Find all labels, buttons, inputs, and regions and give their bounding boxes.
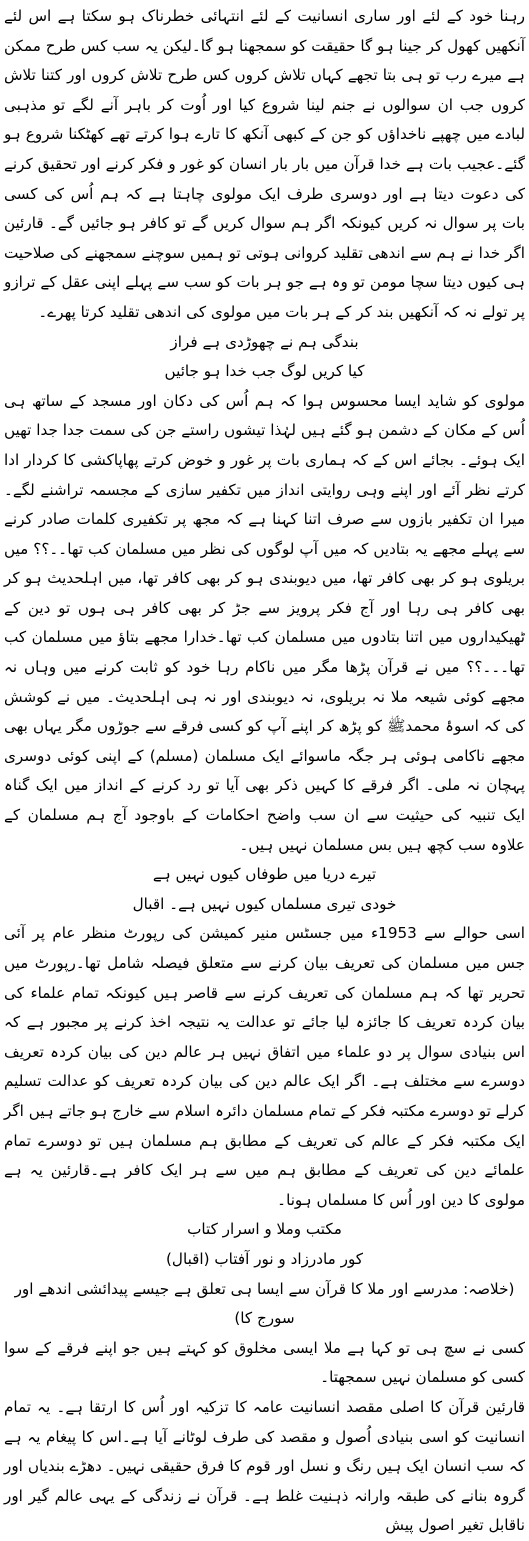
verse-line: خودی تیری مسلماں کیوں نہیں ہے۔ اقبال (132, 894, 397, 913)
verse-line: تیرے دریا میں طوفاں کیوں نہیں ہے (152, 865, 377, 884)
verse-line: کیا کریں لوگ جب خدا ہو جائیں (164, 362, 365, 381)
verse-iqbal-1 (4, 860, 525, 919)
verse-line: بندگی ہم نے چھوڑدی ہے فراز (170, 332, 359, 351)
paragraph-4: کسی نے سچ ہی تو کہا ہے ملا ایسی مخلوق کو کہتے ہیں جو اپنے فرقے کے سوا کسی کو مسلمان نہیں سمجھتا۔ (4, 1338, 525, 1387)
verse-line: کور مادرزاد و نور آفتاب (اقبال) (165, 1249, 364, 1268)
paragraph-3: اسی حوالے سے 1953ء میں جسٹس منیر کمیشن کی رپورٹ منظر عام پر آئی جس میں مسلمان کی تعریف بیان کرنے سے متعلق فیصلہ شامل تھا۔رپورٹ میں تحریر تھا کہ ہم مسلمان کی تعریف کرنے سے قاصر ہیں کیونکہ تمام علماء کی بیان کردہ تعریف کا جائزہ لیا جائے تو عدالت یہ نتیجہ اخذ کرنے پر مجبور ہے کہ اس بنیادی سوال پر دو علماء میں اتفاق نہیں ہر عالم دین کی بیان کردہ تعریف دوسرے سے مختلف ہے۔ اگر ایک عالم دین کی بیان کردہ تعریف کو عدالت تسلیم کرلے تو دوسرے مکتبہ فکر کے تمام مسلمان دائرہ اسلام سے خارج ہو جاتے ہیں اگر ایک مکتبہ فکر کے عالم کی تعریف کے مطابق ہم مسلمان ہیں تو دوسرے تمام علمائے دین کی تعریف کے مطابق ہم میں سے ہر ایک کافر ہے۔قارئین یہ ہے مولوی کا دین اور اُس کا مسلماں ہونا۔ (4, 924, 525, 1209)
paragraph-5: قارئین قرآن کا اصلی مقصد انسانیت عامہ کا تزکیہ اور اُس کا ارتقا ہے۔ یہ تمام انسانیت کو اسی بنیادی اُصول و مقصد کی طرف لوٹانے آیا ہے۔اس کا پیغام یہ ہے کہ سب انسان ایک ہیں رنگ و نسل اور قوم کا فرق حقیقی نہیں۔ دھڑے بندیاں اور گروہ بنانے کی طبقہ وارانہ ذہنیت غلط ہے۔ قرآن نے زندگی کے یہی عالم گیر اور ناقابل تغیر اصول پیش (4, 1397, 525, 1535)
verse-summary: (خلاصہ: مدرسے اور ملا کا قرآن سے ایسا ہی تعلق ہے جیسے پیدائشی اندھے اور سورج کا) (14, 1279, 515, 1328)
paragraph-2: مولوی کو شاید ایسا محسوس ہوا کہ ہم اُس کی دکان اور مسجد کے ساتھ ہی اُس کے مکان کے دشمن ہو گئے ہیں لہٰذا تیشوں راستے جن کی سمت جدا جدا تھیں ایک ہوئے۔ بجائے اس کے کہ ہماری بات پر غور و خوض کرتے پھاپاکشی کا کردار ادا کرتے نظر آئے اور اپنے وہی روایتی انداز میں تکفیر سازی کے مجسمہ تراشنے لگے۔میرا ان تکفیر بازوں سے صرف اتنا کہنا ہے کہ مجھ پر تکفیری کلمات صادر کرنے سے پہلے مجھے یہ بتادیں کہ میں آپ لوگوں کی نظر میں مسلمان کب تھا۔۔؟؟ میں بریلوی ہو کر بھی کافر تھا، میں دیوبندی ہو کر بھی کافر تھا، میں اہلحدیث ہو کر بھی کافر ہی رہا اور آج فکر پرویز سے جڑ کر بھی کافر ہی ہوں تو دین کے ٹھیکیداروں میں اتنا بتادوں میں مسلمان کب تھا۔خدارا مجھے بتاؤ میں مسلمان کب تھا۔۔۔؟؟ میں نے قرآن پڑھا مگر میں ناکام رہا خود کو ثابت کرنے میں وہاں نہ مجھے کوئی شیعہ ملا نہ بریلوی، نہ دیوبندی اور نہ ہی اہلحدیث۔ میں نے کوشش کی کہ اسوۂ محمدﷺ کو پڑھ کر اپنے آپ کو کسی فرقے سے جوڑوں مگر یہاں بھی مجھے ناکامی ہوئی ہر جگہ ماسوائے ایک مسلمان (مسلم) کے اپنی کوئی دوسری پہچان نہ ملی۔ اگر فرقے کا کہیں ذکر بھی آیا تو رد کرنے کے انداز میں ایک گناہ ایک تنبیہ کی حیثیت سے ان سب واضح احکامات کے باوجود آج ہم مسلمان کے علاوہ سب کچھ ہیں بس مسلمان نہیں ہیں۔ (4, 391, 525, 854)
verse-iqbal-2 (4, 1215, 525, 1333)
paragraph-1: رہنا خود کے لئے اور ساری انسانیت کے لئے انتہائی خطرناک ہو سکتا ہے اس لئے آنکھیں کھول کر جینا ہو گا حقیقت کو سمجھنا ہو گا۔لیکن یہ سب کس طرح ممکن ہے میرے رب تو ہی بتا تجھے کہاں تلاش کروں کس طرح تلاش کروں اور کتنا تلاش کروں جب ان سوالوں نے جنم لینا شروع کیا اور اُوت کر باہر آنے لگے تو مذہبی لبادے میں چھپے ناخداؤں کو جن کے کبھی آنکھ کا تارے ہوا کرتے تھے کھٹکنا شروع ہو گئے۔عجیب بات ہے خدا قرآن میں بار بار انسان کو غور و فکر کرنے اور تحقیق کرنے کی دعوت دیتا ہے اور دوسری طرف ایک مولوی چاہتا ہے کہ ہم اُس کی کسی بات پر سوال نہ کریں کیونکہ اگر ہم سوال کریں گے تو کافر ہو جائیں گے۔ قارئین اگر خدا نے ہم سے اندھی تقلید کروانی ہوتی تو ہمیں سوچنے سمجھنے کی صلاحیت ہی کیوں دیتا سچا مومن تو وہ ہے جو ہر بات کو سب سے پہلے اپنی عقل کے ترازو پر تولے نہ کہ آنکھیں بند کر کے ہر بات میں مولوی کی اندھی تقلید کرتا پھرے۔ (4, 7, 525, 321)
verse-line: مکتب وملا و اسرار کتاب (187, 1220, 342, 1239)
verse-faraz (4, 328, 525, 387)
